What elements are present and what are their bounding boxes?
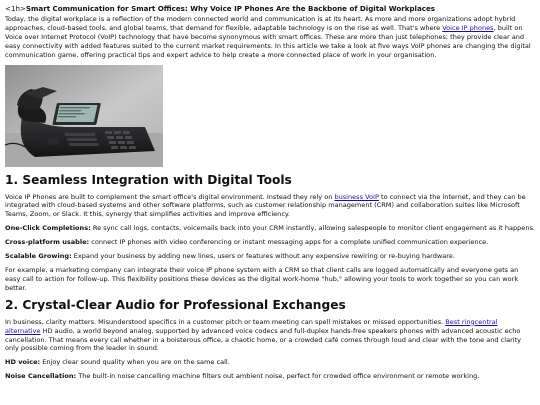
intro-text-start: Today, the digital workplace is a reflection of the modern connected world and communication is at its heart. As more and more organizations adopt hybrid approaches, cloud-based tools, and global teams, that demand for flexible, adaptable technology is on the rise as well. That's where [5,15,516,32]
item-text: The built-in noise cancelling machine filters out ambient noise, perfect for crowded office environment or remote working. [76,372,480,381]
section-2-paragraph [5,318,535,354]
article-title [5,4,535,14]
ringcentral-alternative-link[interactable]: Best ringcentral alternative [5,317,498,335]
item-label: Noise Cancellation: [5,372,77,381]
section-1-text-end: to connect via the internet, and they can be integrated with cloud-based systems and other software platforms, such as customer relationship management (CRM) and collaboration suites like Microsoft Teams, Zoom, or Slack. It this, synergy that simplifies activities and improve efficiency. [5,192,526,219]
list-item [5,224,535,233]
ip-phone-image [5,65,163,167]
item-text: connect IP phones with video conferencing or instant messaging apps for a complete unified communication experience. [89,238,489,247]
item-label: Scalable Growing: [5,252,72,261]
section-2-text-start: In business, clarity matters. Misunderstood specifics in a customer pitch or team meeting can spell mistakes or missed opportunities. [5,317,446,326]
list-item [5,358,535,367]
item-label: Cross-platform usable: [5,238,90,247]
list-item [5,252,535,261]
item-text: Re sync call logs, contacts, voicemails back into your CRM instantly, allowing salespeople to monitor client engagement as it happens. [90,224,535,233]
list-item [5,372,535,381]
item-label: HD voice: [5,358,41,367]
section-1-text-start: Voice IP Phones are built to complement the smart office's digital environment. Instead they rely on [5,192,335,201]
business-voip-link[interactable]: business VoIP [334,192,379,201]
item-text: Expand your business by adding new lines, users or features without any expensive rewiring or re-buying hardware. [71,252,455,261]
section-2-heading: 2. Crystal-Clear Audio for Professional Exchanges [5,297,346,312]
section-1-example-paragraph: For example, a marketing company can integrate their voice IP phone system with a CRM so that client calls are logged automatically and everyone gets an easy call to action for follow-up. This flexibility positions these devices as the digital work-home "hub," allowing your tools to work together so you can work better. [5,265,519,292]
title-tag: <1h> [5,4,26,13]
list-item [5,238,535,247]
section-1-paragraph [5,193,535,220]
intro-text-end: , built on Voice over Internet Protocol (VoIP) technology that have become synonymous with smart offices. These are more than just telephones; they provide clear and easy connectivity with added features suited to the current market requirements. In this article we take a look at five ways VoIP phones are changing the digital communication game, offering practical tips and expert advice to help create a more connected place of work in your organisation. [5,23,531,59]
intro-paragraph [5,15,535,60]
title-text: Smart Communication for Smart Offices: Why Voice IP Phones Are the Backbone of Digital Workplaces [25,4,435,13]
item-text: Enjoy clear sound quality when you are on the same call. [40,358,230,367]
section-2-text-end: HD audio, a world beyond analog, supported by advanced voice codecs and full-duplex hands-free speakers phones with advanced acoustic echo cancellation. That means every call whether in a boisterous office, a chaotic home, or a crowded café comes through loud and clear with the tone and clarity only possible coming from the leader in sound. [5,326,522,353]
voice-ip-phones-link[interactable]: Voice IP phones [442,23,494,32]
item-label: One-Click Completions: [5,224,91,233]
section-1-heading: 1. Seamless Integration with Digital Tools [5,172,292,187]
